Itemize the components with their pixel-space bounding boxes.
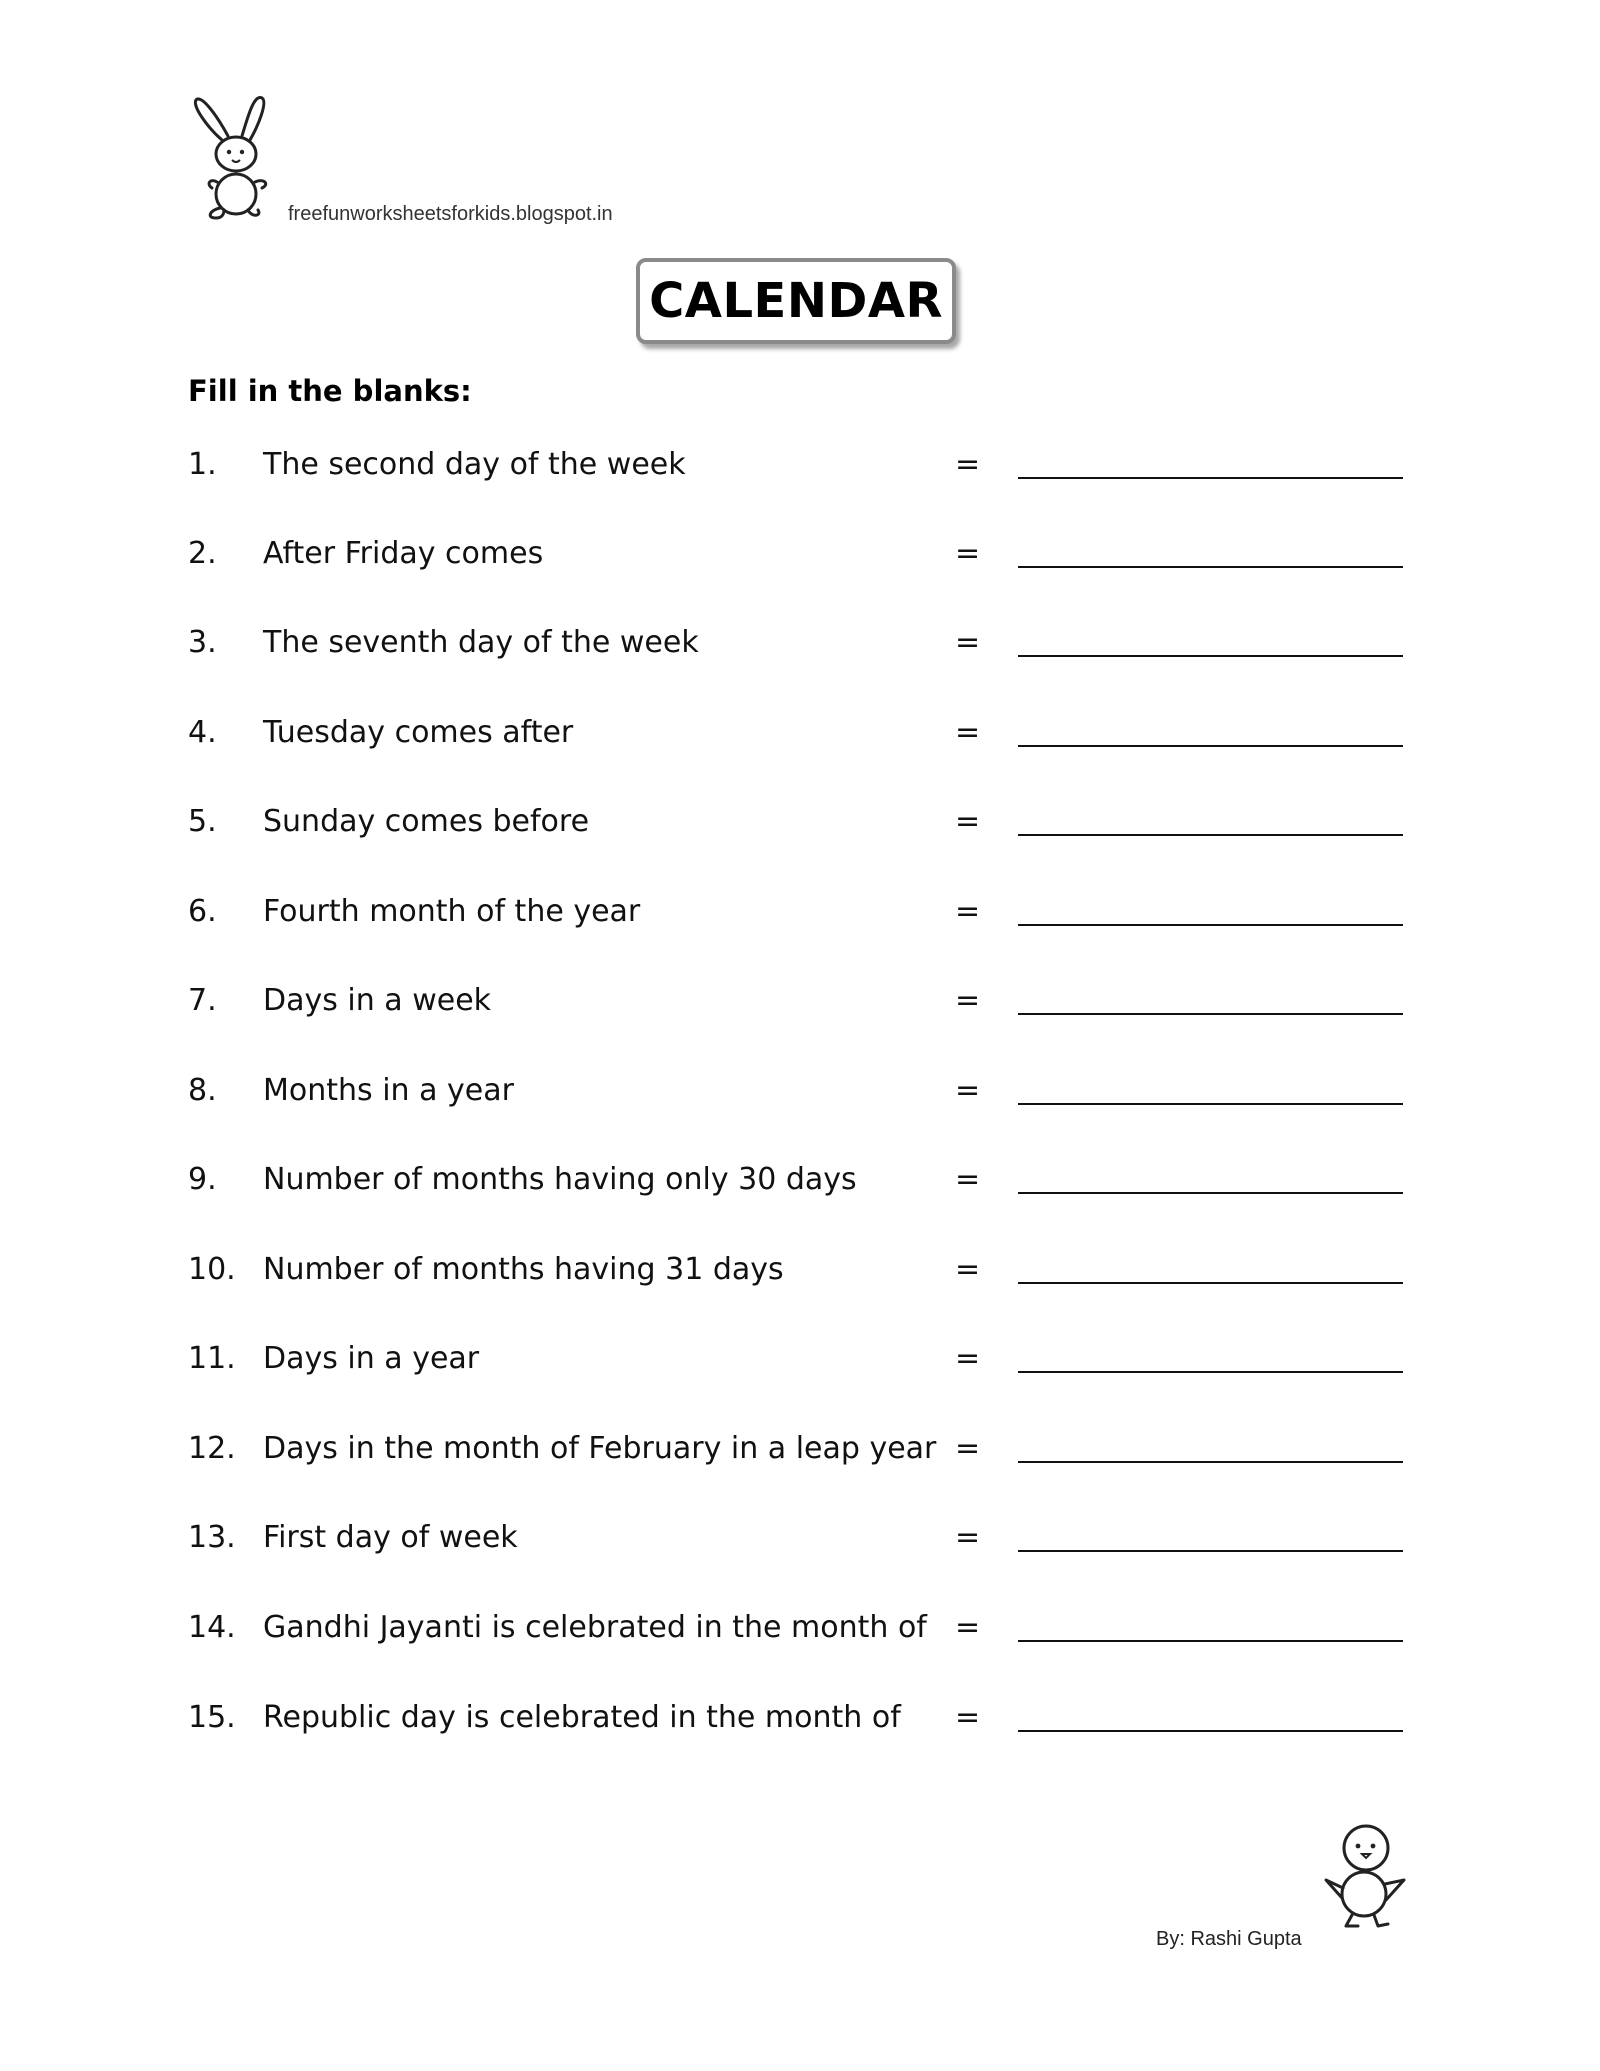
equals-sign: = xyxy=(955,1431,981,1466)
equals-sign: = xyxy=(955,536,981,571)
question-number: 14. xyxy=(188,1610,236,1645)
instruction-text: Fill in the blanks: xyxy=(188,374,472,408)
question-text: Republic day is celebrated in the month of xyxy=(263,1700,901,1735)
equals-sign: = xyxy=(955,1610,981,1645)
equals-sign: = xyxy=(955,1341,981,1376)
answer-blank xyxy=(1018,1640,1403,1642)
answer-blank xyxy=(1018,1013,1403,1015)
question-text: Tuesday comes after xyxy=(263,715,574,750)
question-row xyxy=(0,1252,1600,1300)
question-row xyxy=(0,804,1600,852)
answer-blank xyxy=(1018,477,1403,479)
question-text: After Friday comes xyxy=(263,536,544,571)
question-row xyxy=(0,1341,1600,1389)
question-row xyxy=(0,1162,1600,1210)
question-number: 4. xyxy=(188,715,217,750)
question-number: 10. xyxy=(188,1252,236,1287)
answer-blank xyxy=(1018,655,1403,657)
answer-blank xyxy=(1018,566,1403,568)
question-number: 6. xyxy=(188,894,217,929)
question-text: Number of months having 31 days xyxy=(263,1252,784,1287)
answer-blank xyxy=(1018,1461,1403,1463)
answer-blank xyxy=(1018,1192,1403,1194)
equals-sign: = xyxy=(955,447,981,482)
question-text: First day of week xyxy=(263,1520,518,1555)
question-number: 8. xyxy=(188,1073,217,1108)
equals-sign: = xyxy=(955,1520,981,1555)
equals-sign: = xyxy=(955,1700,981,1735)
question-number: 11. xyxy=(188,1341,236,1376)
question-text: Days in a year xyxy=(263,1341,480,1376)
answer-blank xyxy=(1018,834,1403,836)
equals-sign: = xyxy=(955,1073,981,1108)
question-row xyxy=(0,894,1600,942)
author-credit: By: Rashi Gupta xyxy=(1156,1928,1302,1950)
answer-blank xyxy=(1018,745,1403,747)
question-text: Number of months having only 30 days xyxy=(263,1162,857,1197)
equals-sign: = xyxy=(955,894,981,929)
question-row xyxy=(0,625,1600,673)
site-url: freefunworksheetsforkids.blogspot.in xyxy=(288,203,613,225)
question-text: Sunday comes before xyxy=(263,804,590,839)
question-number: 9. xyxy=(188,1162,217,1197)
question-number: 7. xyxy=(188,983,217,1018)
answer-blank xyxy=(1018,1282,1403,1284)
question-text: The seventh day of the week xyxy=(263,625,699,660)
answer-blank xyxy=(1018,1371,1403,1373)
answer-blank xyxy=(1018,1550,1403,1552)
question-number: 1. xyxy=(188,447,217,482)
question-number: 5. xyxy=(188,804,217,839)
equals-sign: = xyxy=(955,1252,981,1287)
equals-sign: = xyxy=(955,983,981,1018)
equals-sign: = xyxy=(955,715,981,750)
equals-sign: = xyxy=(955,804,981,839)
question-row xyxy=(0,715,1600,763)
question-row xyxy=(0,1431,1600,1479)
question-row xyxy=(0,1520,1600,1568)
question-text: Fourth month of the year xyxy=(263,894,641,929)
page-title: CALENDAR xyxy=(649,273,943,329)
question-text: Gandhi Jayanti is celebrated in the month of xyxy=(263,1610,927,1645)
question-number: 13. xyxy=(188,1520,236,1555)
question-number: 12. xyxy=(188,1431,236,1466)
question-number: 2. xyxy=(188,536,217,571)
question-text: Days in a week xyxy=(263,983,492,1018)
question-row xyxy=(0,536,1600,584)
equals-sign: = xyxy=(955,1162,981,1197)
question-row xyxy=(0,447,1600,495)
chick-icon xyxy=(1318,1822,1408,1930)
question-text: Days in the month of February in a leap year xyxy=(263,1431,937,1466)
question-row xyxy=(0,1700,1600,1748)
question-text: The second day of the week xyxy=(263,447,686,482)
answer-blank xyxy=(1018,1103,1403,1105)
answer-blank xyxy=(1018,924,1403,926)
question-number: 15. xyxy=(188,1700,236,1735)
equals-sign: = xyxy=(955,625,981,660)
answer-blank xyxy=(1018,1730,1403,1732)
question-row xyxy=(0,1610,1600,1658)
question-row xyxy=(0,1073,1600,1121)
question-text: Months in a year xyxy=(263,1073,514,1108)
question-number: 3. xyxy=(188,625,217,660)
question-row xyxy=(0,983,1600,1031)
